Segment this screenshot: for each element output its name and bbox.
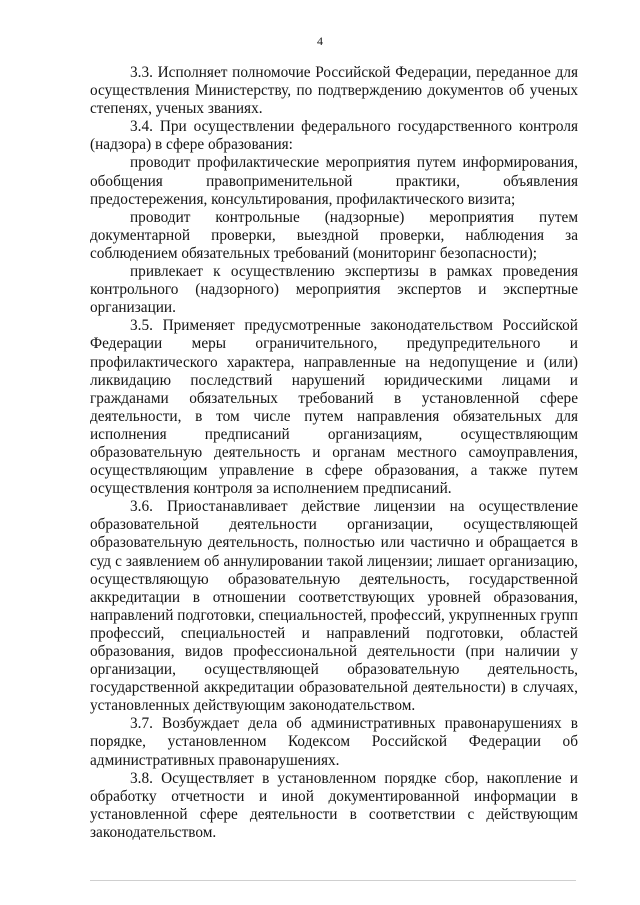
paragraph-3-4: 3.4. При осуществлении федерального государственного контроля (надзора) в сфере образования: — [90, 118, 578, 154]
document-body — [90, 64, 578, 842]
paragraph-3-5: 3.5. Применяет предусмотренные законодательством Российской Федерации меры ограничительного, предупредительного и профилактического характера, направленные на недопущение и (или) ликвидацию последствий нарушений юридическими лицами и гражданами обязательных требований в установленной сфере деятельности, в том числе путем направления обязательных для исполнения предписаний организациям, осуществляющим образовательную деятельность и органам местного самоуправления, осуществляющим управление в сфере образования, а также путем осуществления контроля за исполнением предписаний. — [90, 317, 578, 498]
paragraph-3-4-control-measures: проводит контрольные (надзорные) мероприятия путем документарной проверки, выездной проверки, наблюдения за соблюдением обязательных требований (мониторинг безопасности); — [90, 208, 578, 262]
paragraph-3-4-expertise: привлекает к осуществлению экспертизы в рамках проведения контрольного (надзорного) мероприятия экспертов и экспертные организации. — [90, 263, 578, 317]
paragraph-3-6: 3.6. Приостанавливает действие лицензии на осуществление образовательной деятельности организации, осуществляющей образовательную деятельность, полностью или частично и обращается в суд с заявлением об аннулировании такой лицензии; лишает организацию, осуществляющую образовательную деятельность, государственной аккредитации в отношении соответствующих уровней образования, направлений подготовки, специальностей, профессий, укрупненных групп профессий, специальностей и направлений подготовки, областей образования, видов профессиональной деятельности (при наличии у организации, осуществляющей образовательную деятельность, государственной аккредитации образовательной деятельности) в случаях, установленных действующим законодательством. — [90, 498, 578, 715]
paragraph-3-4-preventive-measures: проводит профилактические мероприятия путем информирования, обобщения правоприменительной практики, объявления предостережения, консультирования, профилактического визита; — [90, 154, 578, 208]
paragraph-3-3: 3.3. Исполняет полномочие Российской Федерации, переданное для осуществления Министерству, по подтверждению документов об ученых степенях, ученых званиях. — [90, 64, 578, 118]
paragraph-3-8: 3.8. Осуществляет в установленном порядке сбор, накопление и обработку отчетности и иной документированной информации в установленной сфере деятельности в соответствии с действующим законодательством. — [90, 769, 578, 841]
paragraph-3-7: 3.7. Возбуждает дела об административных правонарушениях в порядке, установленном Кодексом Российской Федерации об административных правонарушениях. — [90, 715, 578, 769]
page-bottom-edge-divider — [90, 880, 576, 881]
page-number: 4 — [317, 34, 323, 48]
